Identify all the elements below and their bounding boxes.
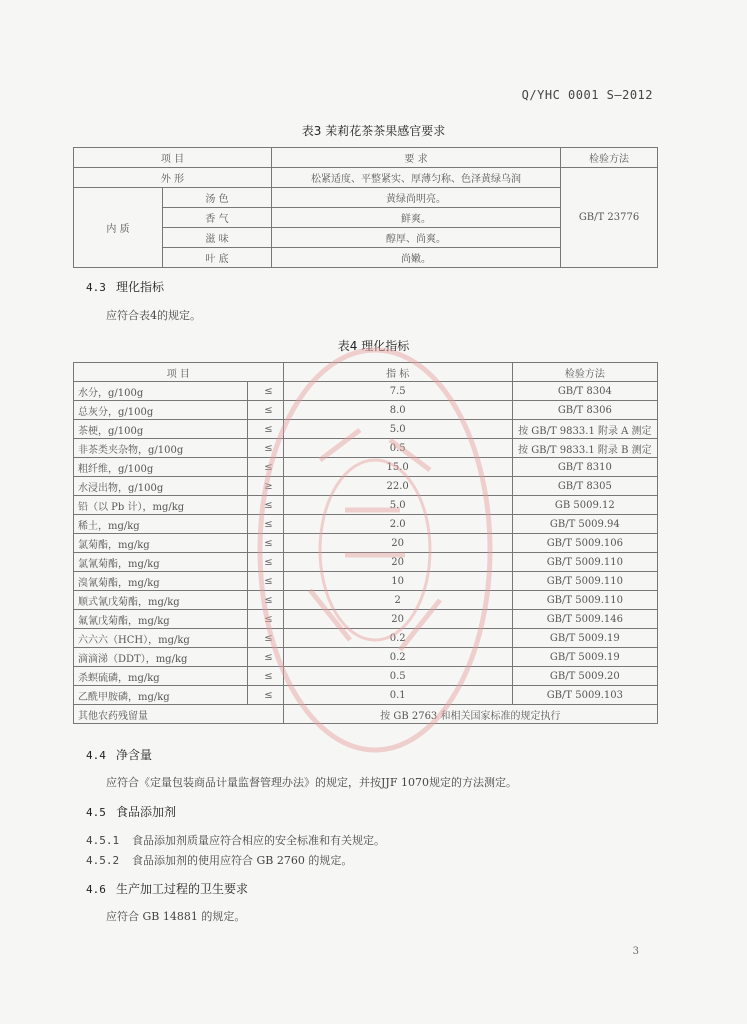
table-row bbox=[74, 591, 658, 610]
row-comparator: ≤ bbox=[248, 572, 284, 591]
inner-value: 尚嫩。 bbox=[272, 248, 561, 268]
item-number: 4.5.1 bbox=[86, 834, 120, 847]
row-method: GB/T 8304 bbox=[512, 382, 657, 401]
row-value: 20 bbox=[283, 534, 512, 553]
sensory-method: GB/T 23776 bbox=[561, 168, 658, 268]
row-method: GB/T 5009.19 bbox=[512, 629, 657, 648]
table-row bbox=[74, 705, 658, 724]
row-method: GB/T 5009.146 bbox=[512, 610, 657, 629]
inner-item: 滋 味 bbox=[163, 228, 272, 248]
table3-caption: 表3 茉莉花茶茶果感官要求 bbox=[301, 124, 446, 138]
row-item: 粗纤维，g/100g bbox=[74, 458, 248, 477]
section-number: 4.4 bbox=[86, 749, 106, 762]
row-comparator: ≤ bbox=[248, 420, 284, 439]
table-row bbox=[74, 534, 658, 553]
row-item: 溴氰菊酯，mg/kg bbox=[74, 572, 248, 591]
row-method: GB/T 5009.110 bbox=[512, 572, 657, 591]
section-title: 理化指标 bbox=[116, 280, 165, 294]
row-value: 2 bbox=[283, 591, 512, 610]
row-comparator: ≤ bbox=[248, 496, 284, 515]
row-comparator: ≤ bbox=[248, 610, 284, 629]
row-value: 20 bbox=[283, 610, 512, 629]
row-method: 按 GB/T 9833.1 附录 A 测定 bbox=[512, 420, 657, 439]
row-value: 5.0 bbox=[283, 420, 512, 439]
row-comparator: ≤ bbox=[248, 458, 284, 477]
table-row bbox=[74, 610, 658, 629]
row-value: 0.2 bbox=[283, 648, 512, 667]
section-title: 生产加工过程的卫生要求 bbox=[116, 882, 249, 896]
table-row bbox=[74, 168, 658, 188]
row-comparator: ≤ bbox=[248, 401, 284, 420]
header-method: 检验方法 bbox=[561, 148, 658, 168]
table-row bbox=[74, 420, 658, 439]
table-header-row bbox=[74, 363, 658, 382]
row-item: 总灰分，g/100g bbox=[74, 401, 248, 420]
section-4-6-text: 应符合 GB 14881 的规定。 bbox=[106, 910, 246, 923]
section-number: 4.6 bbox=[86, 883, 106, 896]
table-row bbox=[74, 553, 658, 572]
inner-item: 叶 底 bbox=[163, 248, 272, 268]
header-item: 项 目 bbox=[74, 148, 272, 168]
header-method: 检验方法 bbox=[512, 363, 657, 382]
row-item: 乙酰甲胺磷，mg/kg bbox=[74, 686, 248, 705]
row-item: 稀土，mg/kg bbox=[74, 515, 248, 534]
section-4-5 bbox=[86, 803, 176, 820]
table-header-row bbox=[74, 148, 658, 168]
row-comparator: ≤ bbox=[248, 648, 284, 667]
row-item: 滴滴涕（DDT），mg/kg bbox=[74, 648, 248, 667]
row-method: GB/T 5009.94 bbox=[512, 515, 657, 534]
physicochemical-table bbox=[73, 362, 658, 724]
row-value: 0.1 bbox=[283, 686, 512, 705]
row-item: 水分，g/100g bbox=[74, 382, 248, 401]
row-item: 氯氰菊酯，mg/kg bbox=[74, 553, 248, 572]
section-number: 4.3 bbox=[86, 281, 106, 294]
table-row bbox=[74, 401, 658, 420]
row-comparator: ≤ bbox=[248, 629, 284, 648]
table-row bbox=[74, 382, 658, 401]
other-pesticides-value: 按 GB 2763 和相关国家标准的规定执行 bbox=[283, 705, 657, 724]
row-comparator: ≤ bbox=[248, 667, 284, 686]
section-4-3 bbox=[86, 278, 164, 295]
row-value: 0.5 bbox=[283, 439, 512, 458]
row-comparator: ≤ bbox=[248, 534, 284, 553]
row-comparator: ≤ bbox=[248, 553, 284, 572]
section-4-3-text: 应符合表4的规定。 bbox=[106, 309, 201, 322]
row-item: 氟氰戊菊酯，mg/kg bbox=[74, 610, 248, 629]
table-row bbox=[74, 572, 658, 591]
row-value: 15.0 bbox=[283, 458, 512, 477]
other-pesticides-label: 其他农药残留量 bbox=[74, 705, 284, 724]
table-row bbox=[74, 667, 658, 686]
item-4-5-2 bbox=[86, 852, 352, 868]
header-item: 项 目 bbox=[74, 363, 284, 382]
row-method: GB 5009.12 bbox=[512, 496, 657, 515]
row-value: 5.0 bbox=[283, 496, 512, 515]
table-row bbox=[74, 477, 658, 496]
row-value: 7.5 bbox=[283, 382, 512, 401]
row-comparator: ≤ bbox=[248, 591, 284, 610]
inner-value: 黄绿尚明亮。 bbox=[272, 188, 561, 208]
row-item: 茶梗，g/100g bbox=[74, 420, 248, 439]
item-text: 食品添加剂的使用应符合 GB 2760 的规定。 bbox=[132, 854, 353, 867]
inner-item: 汤 色 bbox=[163, 188, 272, 208]
row-value: 0.5 bbox=[283, 667, 512, 686]
table-row bbox=[74, 458, 658, 477]
row-value: 2.0 bbox=[283, 515, 512, 534]
table-row bbox=[74, 686, 658, 705]
row-value: 0.2 bbox=[283, 629, 512, 648]
sensory-table bbox=[73, 147, 658, 268]
row-item: 六六六（HCH），mg/kg bbox=[74, 629, 248, 648]
section-4-4-text: 应符合《定量包装商品计量监督管理办法》的规定，并按JJF 1070规定的方法测定。 bbox=[106, 776, 517, 789]
row-method: GB/T 8306 bbox=[512, 401, 657, 420]
row-item: 非茶类夹杂物，g/100g bbox=[74, 439, 248, 458]
appearance-label: 外 形 bbox=[74, 168, 272, 188]
row-method: GB/T 5009.110 bbox=[512, 591, 657, 610]
section-title: 食品添加剂 bbox=[116, 805, 177, 819]
row-item: 水浸出物，g/100g bbox=[74, 477, 248, 496]
row-method: GB/T 8310 bbox=[512, 458, 657, 477]
item-4-5-1 bbox=[86, 832, 385, 848]
section-title: 净含量 bbox=[116, 748, 153, 762]
row-item: 顺式氰戊菊酯，mg/kg bbox=[74, 591, 248, 610]
appearance-value: 松紧适度、平整紧实、厚薄匀称、色泽黄绿乌润 bbox=[272, 168, 561, 188]
row-value: 22.0 bbox=[283, 477, 512, 496]
row-method: GB/T 5009.19 bbox=[512, 648, 657, 667]
row-value: 8.0 bbox=[283, 401, 512, 420]
section-4-4 bbox=[86, 746, 152, 763]
row-comparator: ≥ bbox=[248, 477, 284, 496]
row-comparator: ≤ bbox=[248, 686, 284, 705]
page-number: 3 bbox=[632, 946, 639, 957]
header-requirement: 要 求 bbox=[272, 148, 561, 168]
row-comparator: ≤ bbox=[248, 382, 284, 401]
row-method: GB/T 5009.103 bbox=[512, 686, 657, 705]
section-number: 4.5 bbox=[86, 806, 106, 819]
row-value: 10 bbox=[283, 572, 512, 591]
row-method: GB/T 5009.20 bbox=[512, 667, 657, 686]
table-row bbox=[74, 648, 658, 667]
row-item: 杀螟硫磷，mg/kg bbox=[74, 667, 248, 686]
table-row bbox=[74, 629, 658, 648]
row-item: 铅（以 Pb 计），mg/kg bbox=[74, 496, 248, 515]
row-comparator: ≤ bbox=[248, 515, 284, 534]
item-number: 4.5.2 bbox=[86, 854, 120, 867]
row-item: 氯菊酯，mg/kg bbox=[74, 534, 248, 553]
row-value: 20 bbox=[283, 553, 512, 572]
standard-code: Q/YHC 0001 S—2012 bbox=[521, 88, 653, 102]
row-method: GB/T 5009.110 bbox=[512, 553, 657, 572]
row-method: GB/T 8305 bbox=[512, 477, 657, 496]
table-row bbox=[74, 439, 658, 458]
inner-item: 香 气 bbox=[163, 208, 272, 228]
section-4-6 bbox=[86, 880, 248, 897]
inner-label: 内 质 bbox=[74, 188, 163, 268]
item-text: 食品添加剂质量应符合相应的安全标准和有关规定。 bbox=[132, 834, 385, 847]
row-method: GB/T 5009.106 bbox=[512, 534, 657, 553]
row-comparator: ≤ bbox=[248, 439, 284, 458]
inner-value: 醇厚、尚爽。 bbox=[272, 228, 561, 248]
row-method: 按 GB/T 9833.1 附录 B 测定 bbox=[512, 439, 657, 458]
table4-caption: 表4 理化指标 bbox=[337, 339, 410, 353]
header-index: 指 标 bbox=[283, 363, 512, 382]
table-row bbox=[74, 496, 658, 515]
inner-value: 鲜爽。 bbox=[272, 208, 561, 228]
table-row bbox=[74, 515, 658, 534]
